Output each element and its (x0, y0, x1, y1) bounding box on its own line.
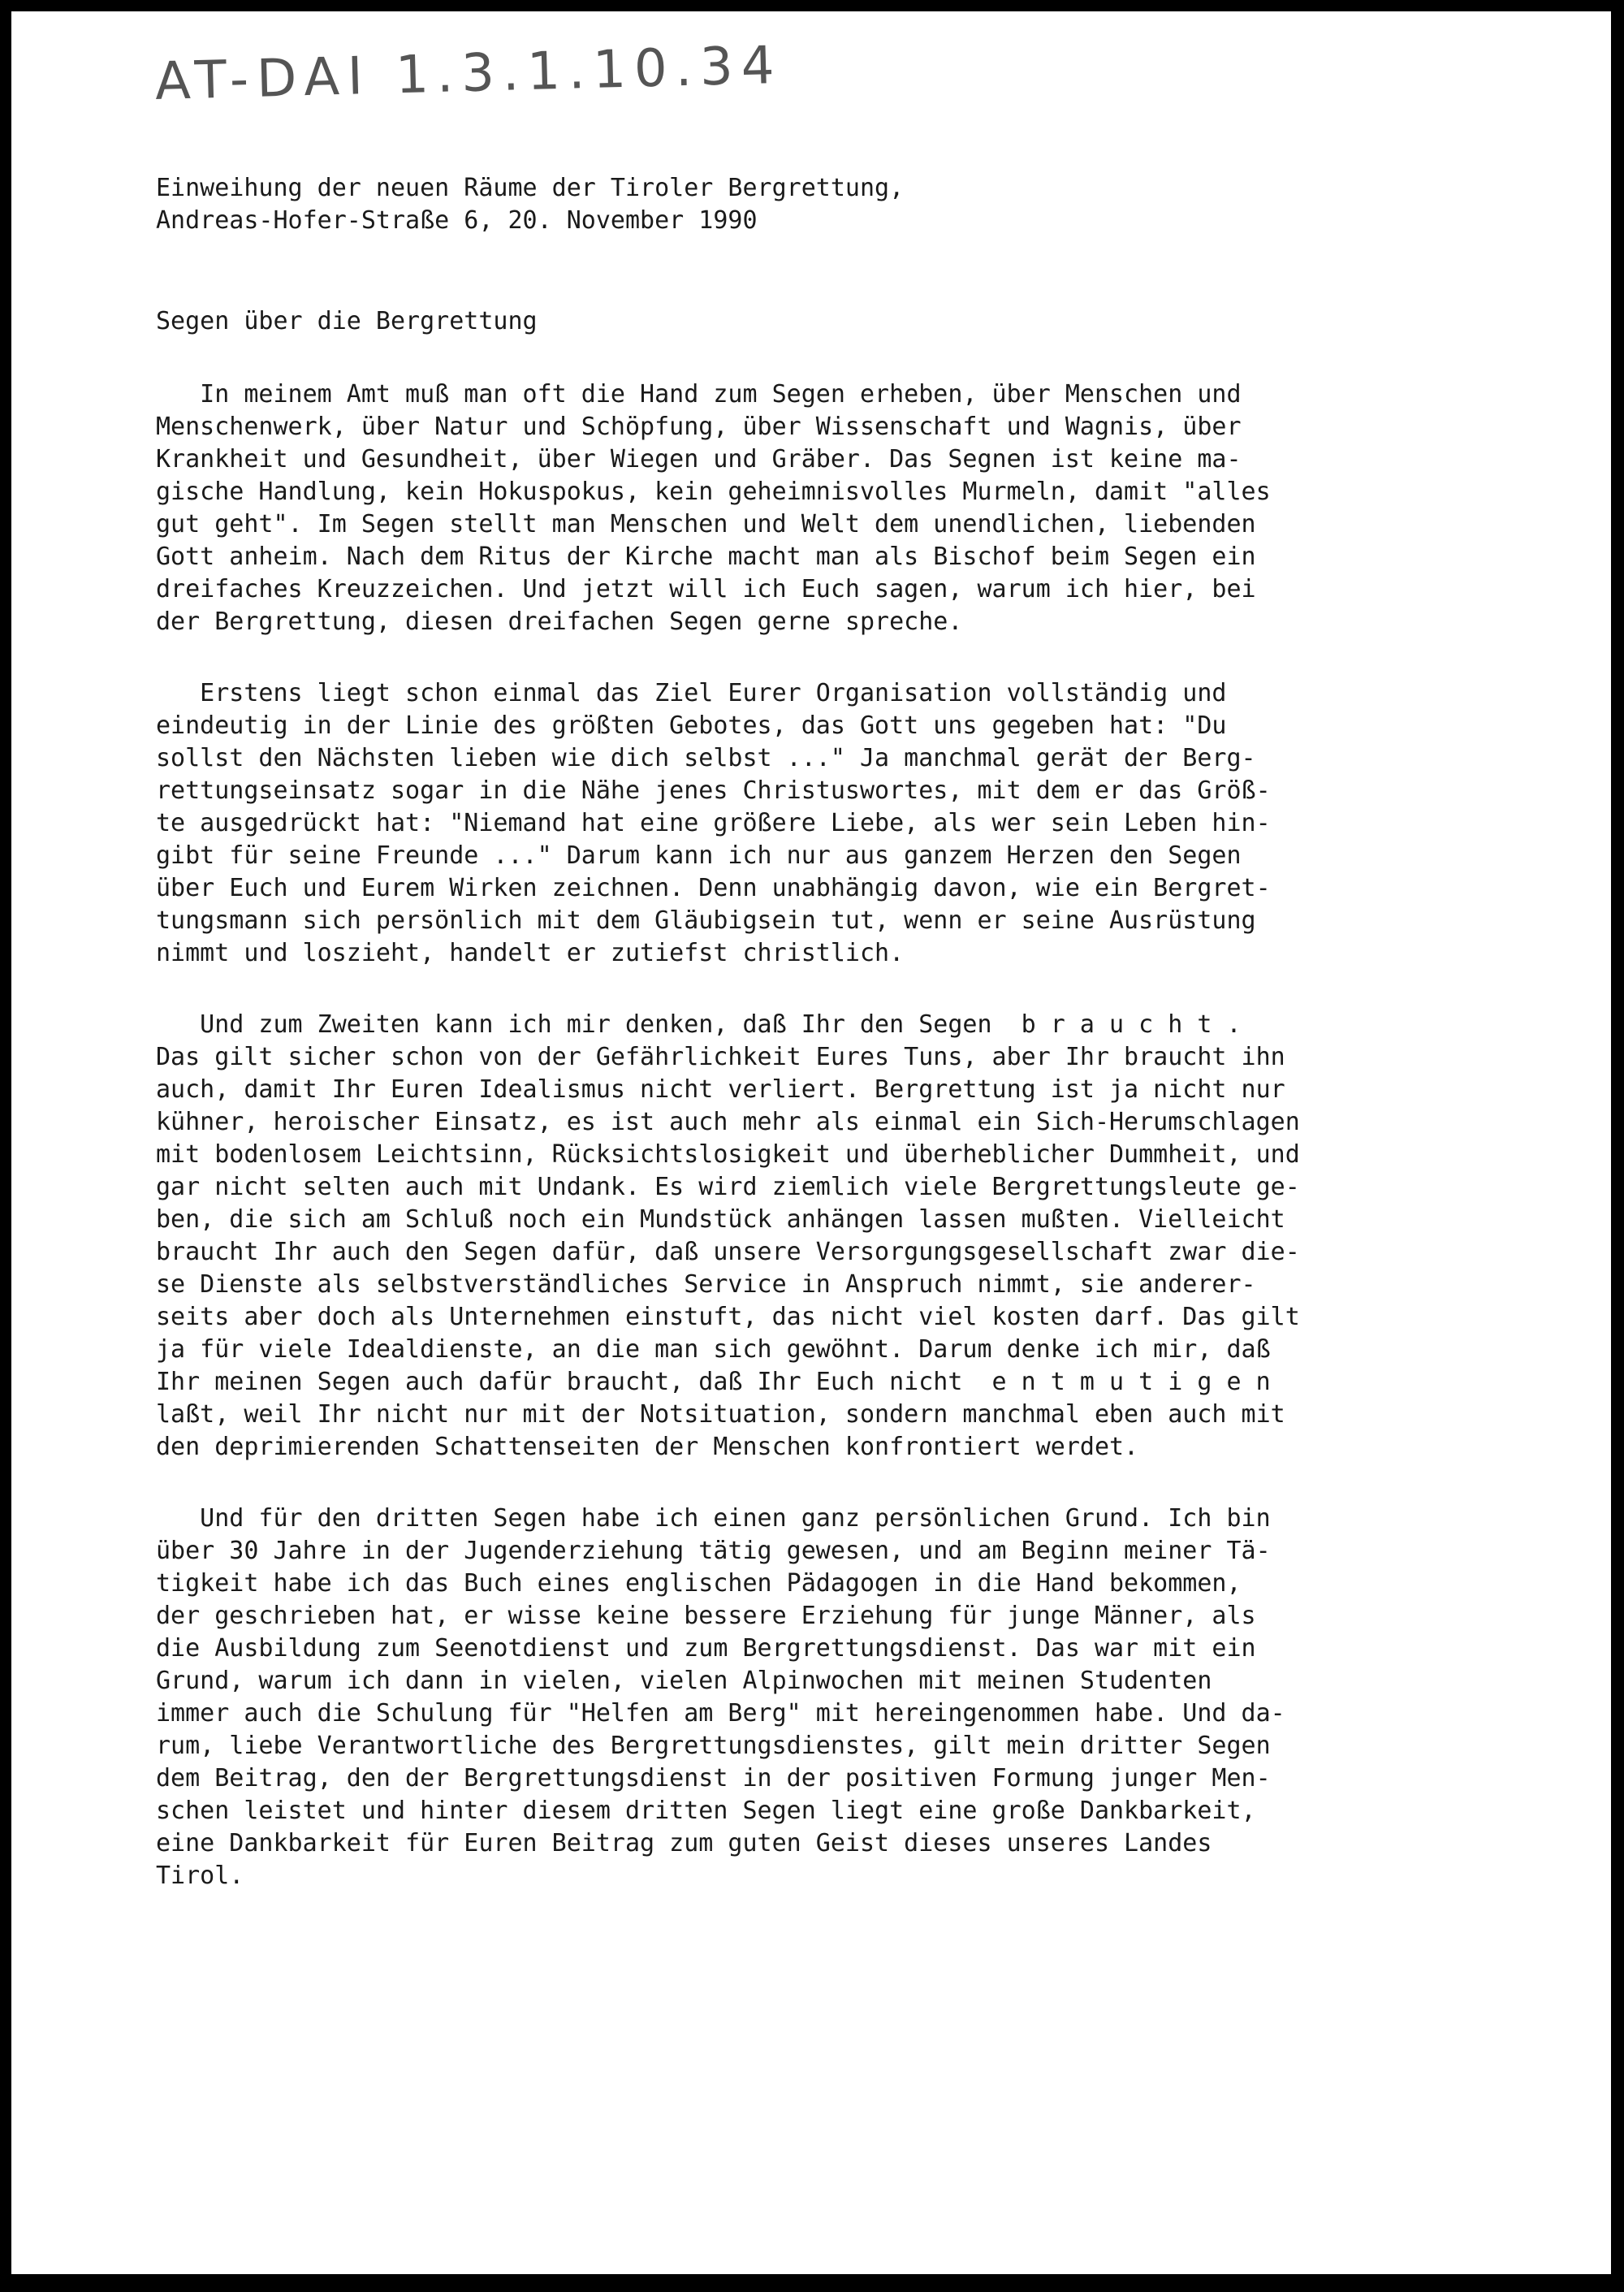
text-line: tungsmann sich persönlich mit dem Gläubigsein tut, wenn er seine Ausrüstung (156, 906, 1256, 935)
text-line: se Dienste als selbstverständliches Service in Anspruch nimmt, sie anderer- (156, 1270, 1256, 1299)
text-line: sollst den Nächsten lieben wie dich selbst ..." Ja manchmal gerät der Berg- (156, 744, 1256, 772)
text-line: den deprimierenden Schattenseiten der Menschen konfrontiert werdet. (156, 1433, 1139, 1461)
heading-line: Einweihung der neuen Räume der Tiroler Bergrettung, (156, 174, 905, 202)
text-line: nimmt und loszieht, handelt er zutiefst christlich. (156, 939, 905, 967)
text-line: seits aber doch als Unternehmen einstuft, das nicht viel kosten darf. Das gilt (156, 1303, 1300, 1331)
event-heading (156, 172, 1455, 237)
text-line: über 30 Jahre in der Jugenderziehung tätig gewesen, und am Beginn meiner Tä- (156, 1537, 1271, 1565)
heading-line: Andreas-Hofer-Straße 6, 20. November 1990 (156, 206, 758, 235)
text-line: Menschenwerk, über Natur und Schöpfung, über Wissenschaft und Wagnis, über (156, 413, 1242, 441)
text-line: rum, liebe Verantwortliche des Bergrettungsdienstes, gilt mein dritter Segen (156, 1732, 1271, 1760)
text-line: der Bergrettung, diesen dreifachen Segen gerne spreche. (156, 608, 963, 636)
text-line: rettungseinsatz sogar in die Nähe jenes Christuswortes, mit dem er das Größ- (156, 776, 1271, 805)
text-line: Ihr meinen Segen auch dafür braucht, daß Ihr Euch nicht e n t m u t i g e n (156, 1368, 1271, 1396)
text-line: Tirol. (156, 1862, 244, 1890)
paragraph-2 (156, 677, 1455, 970)
text-line: eindeutig in der Linie des größten Gebotes, das Gott uns gegeben hat: "Du (156, 711, 1227, 740)
text-line: ja für viele Idealdienste, an die man sich gewöhnt. Darum denke ich mir, daß (156, 1335, 1271, 1364)
text-line: dem Beitrag, den der Bergrettungsdienst in der positiven Formung junger Men- (156, 1764, 1271, 1793)
paragraph-4 (156, 1503, 1455, 1892)
text-line: te ausgedrückt hat: "Niemand hat eine größere Liebe, als wer sein Leben hin- (156, 809, 1271, 837)
text-line: mit bodenlosem Leichtsinn, Rücksichtslosigkeit und überheblicher Dummheit, und (156, 1140, 1300, 1169)
text-line: auch, damit Ihr Euren Idealismus nicht verliert. Bergrettung ist ja nicht nur (156, 1075, 1285, 1104)
text-line: Gott anheim. Nach dem Ritus der Kirche macht man als Bischof beim Segen ein (156, 543, 1256, 571)
text-line: dreifaches Kreuzzeichen. Und jetzt will ich Euch sagen, warum ich hier, bei (156, 575, 1256, 603)
text-line: braucht Ihr auch den Segen dafür, daß unsere Versorgungsgesellschaft zwar die- (156, 1238, 1300, 1266)
text-line: immer auch die Schulung für "Helfen am Berg" mit hereingenommen habe. Und da- (156, 1699, 1285, 1728)
text-line: der geschrieben hat, er wisse keine bessere Erziehung für junge Männer, als (156, 1602, 1256, 1630)
text-line: ben, die sich am Schluß noch ein Mundstück anhängen lassen mußten. Vielleicht (156, 1205, 1285, 1234)
paragraph-3 (156, 1009, 1455, 1464)
typed-letter (156, 172, 1455, 1892)
text-line: über Euch und Eurem Wirken zeichnen. Denn unabhängig davon, wie ein Bergret- (156, 874, 1271, 902)
text-line: die Ausbildung zum Seenotdienst und zum Bergrettungsdienst. Das war mit ein (156, 1634, 1256, 1663)
text-line: kühner, heroischer Einsatz, es ist auch mehr als einmal ein Sich-Herumschlagen (156, 1108, 1300, 1136)
text-line: Krankheit und Gesundheit, über Wiegen und Gräber. Das Segnen ist keine ma- (156, 445, 1242, 474)
text-line: gar nicht selten auch mit Undank. Es wird ziemlich viele Bergrettungsleute ge- (156, 1173, 1300, 1201)
text-line: tigkeit habe ich das Buch eines englischen Pädagogen in die Hand bekommen, (156, 1569, 1242, 1598)
text-line: Das gilt sicher schon von der Gefährlichkeit Eures Tuns, aber Ihr braucht ihn (156, 1043, 1285, 1071)
text-line: schen leistet und hinter diesem dritten Segen liegt eine große Dankbarkeit, (156, 1797, 1256, 1825)
document-title: Segen über die Bergrettung (156, 307, 538, 335)
text-line: gische Handlung, kein Hokuspokus, kein geheimnisvolles Murmeln, damit "alles (156, 478, 1271, 506)
text-line: gut geht". Im Segen stellt man Menschen und Welt dem unendlichen, liebenden (156, 510, 1256, 538)
text-line: Erstens liegt schon einmal das Ziel Eurer Organisation vollständig und (156, 679, 1227, 707)
text-line: laßt, weil Ihr nicht nur mit der Notsituation, sondern manchmal eben auch mit (156, 1400, 1285, 1429)
text-line: Und zum Zweiten kann ich mir denken, daß Ihr den Segen b r a u c h t . (156, 1010, 1242, 1039)
text-line: gibt für seine Freunde ..." Darum kann ich nur aus ganzem Herzen den Segen (156, 841, 1242, 870)
paragraph-1 (156, 378, 1455, 638)
archive-signature: AT-DAI 1.3.1.10.34 (154, 35, 784, 112)
text-line: eine Dankbarkeit für Euren Beitrag zum guten Geist dieses unseres Landes (156, 1829, 1212, 1857)
document-page (11, 11, 1611, 2274)
text-line: Grund, warum ich dann in vielen, vielen Alpinwochen mit meinen Studenten (156, 1667, 1212, 1695)
text-line: In meinem Amt muß man oft die Hand zum Segen erheben, über Menschen und (156, 380, 1242, 409)
text-line: Und für den dritten Segen habe ich einen ganz persönlichen Grund. Ich bin (156, 1504, 1271, 1533)
